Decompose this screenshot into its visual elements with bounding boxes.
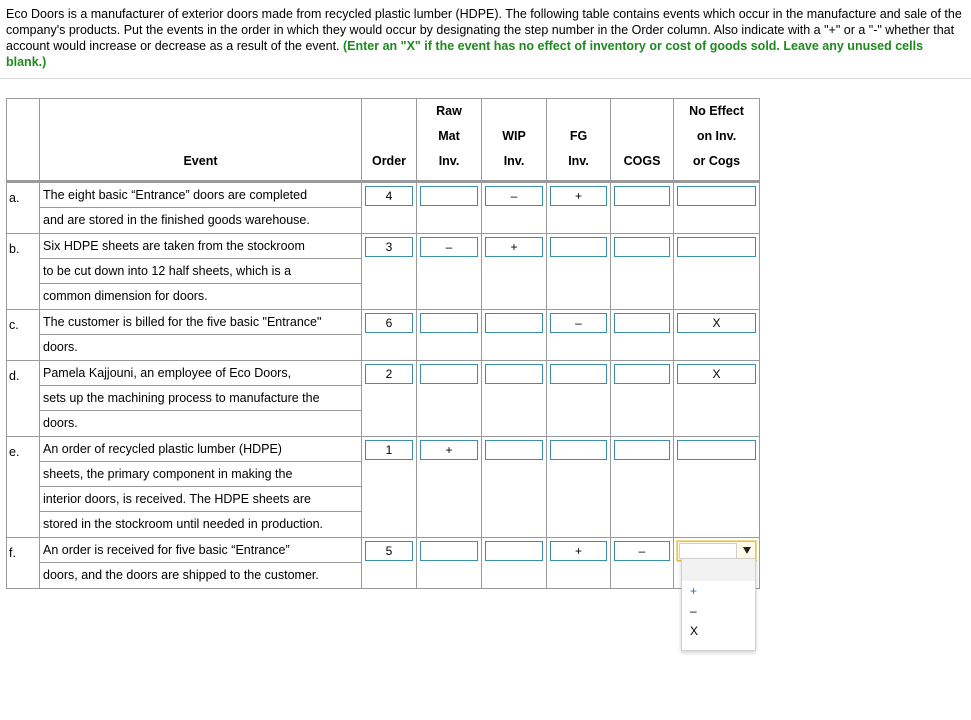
wip-inv-input[interactable] (485, 541, 543, 561)
fg-inv-input[interactable]: + (550, 186, 607, 206)
fg-inv-input[interactable]: + (550, 541, 607, 561)
table-row (7, 310, 760, 361)
divider (0, 78, 971, 79)
fg-inv-input[interactable] (550, 364, 607, 384)
event-line: common dimension for doors. (43, 289, 208, 303)
raw-mat-inv-input[interactable] (420, 541, 478, 561)
event-line: and are stored in the finished goods warehouse. (43, 213, 310, 227)
header-letter (7, 99, 40, 182)
no-effect-input[interactable]: X (677, 364, 756, 384)
event-line: interior doors, is received. The HDPE sheets are (40, 487, 361, 512)
fg-inv-input[interactable]: – (550, 313, 607, 333)
header-raw-line3: Inv. (438, 154, 460, 168)
table-row (7, 361, 760, 437)
cogs-input[interactable] (614, 440, 670, 460)
header-raw-mat-inv (417, 99, 482, 182)
event-description (40, 310, 362, 361)
event-description (40, 182, 362, 234)
dropdown-option-blank[interactable] (682, 559, 755, 581)
event-description (40, 361, 362, 437)
fg-inv-input[interactable] (550, 237, 607, 257)
order-input[interactable]: 2 (365, 364, 413, 384)
event-line: doors, and the doors are shipped to the customer. (43, 568, 319, 582)
cogs-input[interactable] (614, 364, 670, 384)
row-letter: e. (7, 437, 40, 538)
table-row (7, 437, 760, 538)
header-fg-line1: FG (569, 129, 588, 143)
header-cogs: COGS (611, 99, 674, 182)
select-value (679, 543, 737, 559)
no-effect-input[interactable] (677, 440, 756, 460)
wip-inv-input[interactable] (485, 313, 543, 333)
raw-mat-inv-input[interactable] (420, 313, 478, 333)
event-line: The eight basic “Entrance” doors are completed (40, 183, 361, 208)
header-wip-line2: Inv. (503, 154, 525, 168)
cogs-input[interactable] (614, 313, 670, 333)
header-ne-line2: on Inv. (696, 129, 737, 143)
chevron-down-icon[interactable] (743, 547, 751, 554)
dropdown-option-minus[interactable]: – (690, 604, 697, 618)
header-wip-line1: WIP (502, 129, 526, 143)
raw-mat-inv-input[interactable]: + (420, 440, 478, 460)
event-line: sheets, the primary component in making the (40, 462, 361, 487)
wip-inv-input[interactable]: – (485, 186, 543, 206)
event-line: doors. (43, 416, 78, 430)
raw-mat-inv-input[interactable]: – (420, 237, 478, 257)
no-effect-input[interactable]: X (677, 313, 756, 333)
event-line: to be cut down into 12 half sheets, which is a (40, 259, 361, 284)
event-line: Six HDPE sheets are taken from the stockroom (40, 234, 361, 259)
order-input[interactable]: 5 (365, 541, 413, 561)
no-effect-input[interactable] (677, 186, 756, 206)
dropdown-option-x[interactable]: X (690, 624, 699, 638)
cogs-input[interactable]: – (614, 541, 670, 561)
event-description (40, 234, 362, 310)
raw-mat-inv-input[interactable] (420, 186, 478, 206)
table-row (7, 182, 760, 234)
instructions-text: Eco Doors is a manufacturer of exterior doors made from recycled plastic lumber (HDPE). The following table contains events which occur in the manufacture and sale of the company's products. Put the events in the order in which they would occur by designating the step number in the Order column. Also indicate with a "+" or a "-" whether that account would increase or decrease as a result of the event. (6, 7, 962, 53)
table-row (7, 234, 760, 310)
order-input[interactable]: 4 (365, 186, 413, 206)
event-line: sets up the machining process to manufacture the (40, 386, 361, 411)
cogs-input[interactable] (614, 237, 670, 257)
row-letter: f. (7, 538, 40, 589)
header-raw-line1: Raw (436, 104, 462, 118)
event-line: Pamela Kajjouni, an employee of Eco Doors, (40, 361, 361, 386)
no-effect-input[interactable] (677, 237, 756, 257)
event-line: An order is received for five basic “Entrance” (40, 538, 361, 563)
header-fg-line2: Inv. (568, 154, 589, 168)
event-description (40, 437, 362, 538)
header-row (7, 99, 760, 182)
header-wip-inv (482, 99, 547, 182)
wip-inv-input[interactable] (485, 440, 543, 460)
event-line: An order of recycled plastic lumber (HDPE) (40, 437, 361, 462)
wip-inv-input[interactable] (485, 364, 543, 384)
row-letter: a. (7, 182, 40, 234)
dropdown-menu (681, 558, 756, 651)
header-ne-line1: No Effect (689, 104, 744, 118)
order-input[interactable]: 3 (365, 237, 413, 257)
row-letter: b. (7, 234, 40, 310)
header-raw-line2: Mat (438, 129, 460, 143)
events-table (6, 98, 760, 589)
cogs-input[interactable] (614, 186, 670, 206)
table-row (7, 538, 760, 589)
header-ne-line3: or Cogs (692, 154, 741, 168)
header-no-effect (674, 99, 760, 182)
instructions-emphasis: (Enter an "X" if the event has no effect of inventory or cost of goods sold. Leave any unused cells blank.) (6, 39, 924, 69)
event-line: stored in the stockroom until needed in production. (43, 517, 324, 531)
event-line: The customer is billed for the five basic "Entrance" (40, 310, 361, 335)
event-line: doors. (43, 340, 78, 354)
order-input[interactable]: 1 (365, 440, 413, 460)
fg-inv-input[interactable] (550, 440, 607, 460)
header-fg-inv (547, 99, 611, 182)
order-input[interactable]: 6 (365, 313, 413, 333)
row-letter: c. (7, 310, 40, 361)
raw-mat-inv-input[interactable] (420, 364, 478, 384)
header-order: Order (362, 99, 417, 182)
instructions (6, 6, 964, 70)
wip-inv-input[interactable]: + (485, 237, 543, 257)
dropdown-option-plus[interactable]: + (690, 584, 698, 598)
event-description (40, 538, 362, 589)
header-event: Event (40, 99, 362, 182)
row-letter: d. (7, 361, 40, 437)
